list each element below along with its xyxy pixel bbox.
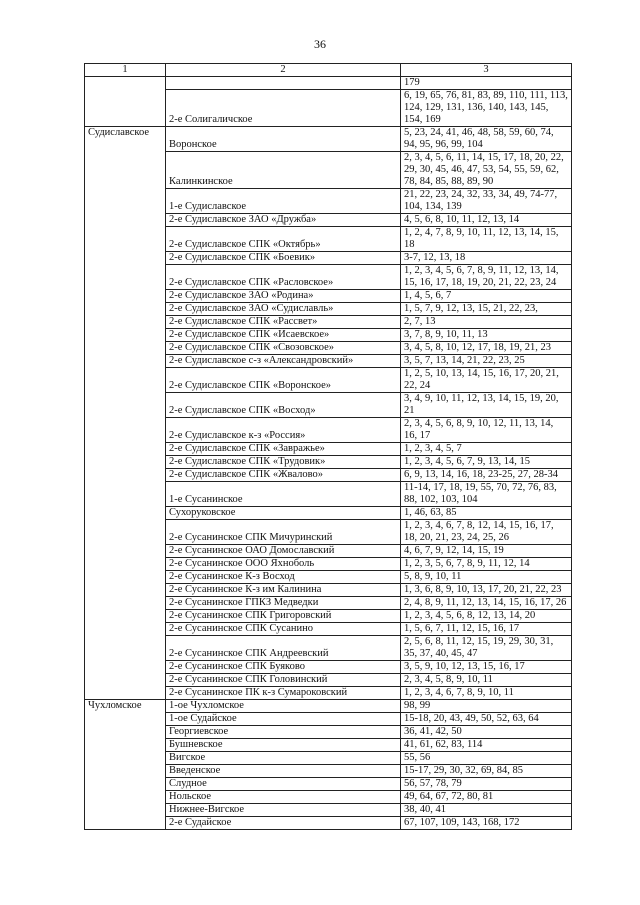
locality-cell: 2-е Сусанинское ПК к-з Сумароковский bbox=[166, 687, 401, 700]
table-row bbox=[85, 127, 572, 152]
registry-table-body bbox=[85, 64, 572, 830]
locality-cell: Воронское bbox=[166, 127, 401, 152]
locality-cell: Георгиевское bbox=[166, 726, 401, 739]
locality-cell: 2-е Судиславское СПК «Боевик» bbox=[166, 252, 401, 265]
locality-cell: Сухоруковское bbox=[166, 507, 401, 520]
registry-table bbox=[84, 63, 572, 830]
numbers-cell: 55, 56 bbox=[401, 752, 572, 765]
numbers-cell: 49, 64, 67, 72, 80, 81 bbox=[401, 791, 572, 804]
numbers-cell: 3, 5, 7, 13, 14, 21, 22, 23, 25 bbox=[401, 355, 572, 368]
locality-cell: 2-е Судиславское СПК «Завражье» bbox=[166, 443, 401, 456]
locality-cell: 2-е Судайское bbox=[166, 817, 401, 830]
numbers-cell: 5, 8, 9, 10, 11 bbox=[401, 571, 572, 584]
numbers-cell: 3, 7, 8, 9, 10, 11, 13 bbox=[401, 329, 572, 342]
numbers-cell: 1, 2, 3, 4, 5, 6, 8, 12, 13, 14, 20 bbox=[401, 610, 572, 623]
numbers-cell: 179 bbox=[401, 77, 572, 90]
locality-cell: 2-е Судиславское к-з «Россия» bbox=[166, 418, 401, 443]
numbers-cell: 2, 3, 4, 5, 6, 11, 14, 15, 17, 18, 20, 22, 29, 30, 45, 46, 47, 53, 54, 55, 59, 62, 78, 84, 85, 88, 89, 90 bbox=[401, 152, 572, 189]
numbers-cell: 4, 6, 7, 9, 12, 14, 15, 19 bbox=[401, 545, 572, 558]
numbers-cell: 1, 5, 7, 9, 12, 13, 15, 21, 22, 23, bbox=[401, 303, 572, 316]
locality-cell: 2-е Сусанинское ООО Яхноболь bbox=[166, 558, 401, 571]
numbers-cell: 21, 22, 23, 24, 32, 33, 34, 49, 74-77, 104, 134, 139 bbox=[401, 189, 572, 214]
numbers-cell: 1, 2, 3, 4, 6, 7, 8, 12, 14, 15, 16, 17, 18, 20, 21, 23, 24, 25, 26 bbox=[401, 520, 572, 545]
numbers-cell: 3, 5, 9, 10, 12, 13, 15, 16, 17 bbox=[401, 661, 572, 674]
numbers-cell: 36, 41, 42, 50 bbox=[401, 726, 572, 739]
numbers-cell: 3, 4, 5, 8, 10, 12, 17, 18, 19, 21, 23 bbox=[401, 342, 572, 355]
locality-cell: Слудное bbox=[166, 778, 401, 791]
locality-cell: 2-е Сусанинское СПК Головинский bbox=[166, 674, 401, 687]
locality-cell: 2-е Сусанинское СПК Андреевский bbox=[166, 636, 401, 661]
column-header-2: 2 bbox=[166, 64, 401, 77]
numbers-cell: 1, 2, 3, 4, 5, 6, 7, 9, 13, 14, 15 bbox=[401, 456, 572, 469]
column-header-3: 3 bbox=[401, 64, 572, 77]
locality-cell: 2-е Судиславское с-з «Александровский» bbox=[166, 355, 401, 368]
locality-cell: 2-е Сусанинское СПК Сусанино bbox=[166, 623, 401, 636]
locality-cell: 2-е Судиславское СПК «Жвалово» bbox=[166, 469, 401, 482]
district-cell: Чухломское bbox=[85, 700, 166, 830]
numbers-cell: 1, 4, 5, 6, 7 bbox=[401, 290, 572, 303]
table-row bbox=[85, 700, 572, 713]
numbers-cell: 56, 57, 78, 79 bbox=[401, 778, 572, 791]
numbers-cell: 1, 46, 63, 85 bbox=[401, 507, 572, 520]
numbers-cell: 6, 19, 65, 76, 81, 83, 89, 110, 111, 113, 124, 129, 131, 136, 140, 143, 145, 154, 169 bbox=[401, 90, 572, 127]
numbers-cell: 2, 7, 13 bbox=[401, 316, 572, 329]
numbers-cell: 1, 5, 6, 7, 11, 12, 15, 16, 17 bbox=[401, 623, 572, 636]
locality-cell: 2-е Судиславское СПК «Восход» bbox=[166, 393, 401, 418]
numbers-cell: 1, 2, 3, 4, 6, 7, 8, 9, 10, 11 bbox=[401, 687, 572, 700]
locality-cell: 2-е Судиславское СПК «Воронское» bbox=[166, 368, 401, 393]
locality-cell: 2-е Сусанинское СПК Буяково bbox=[166, 661, 401, 674]
locality-cell: 2-е Сусанинское К-з им Калинина bbox=[166, 584, 401, 597]
locality-cell: 2-е Судиславское СПК «Октябрь» bbox=[166, 227, 401, 252]
numbers-cell: 6, 9, 13, 14, 16, 18, 23-25, 27, 28-34 bbox=[401, 469, 572, 482]
numbers-cell: 2, 5, 6, 8, 11, 12, 15, 19, 29, 30, 31, 35, 37, 40, 45, 47 bbox=[401, 636, 572, 661]
table-row bbox=[85, 77, 572, 90]
numbers-cell: 5, 23, 24, 41, 46, 48, 58, 59, 60, 74, 94, 95, 96, 99, 104 bbox=[401, 127, 572, 152]
numbers-cell: 41, 61, 62, 83, 114 bbox=[401, 739, 572, 752]
numbers-cell: 67, 107, 109, 143, 168, 172 bbox=[401, 817, 572, 830]
district-cell: Судиславское bbox=[85, 127, 166, 700]
numbers-cell: 11-14, 17, 18, 19, 55, 70, 72, 76, 83, 88, 102, 103, 104 bbox=[401, 482, 572, 507]
district-cell bbox=[85, 77, 166, 127]
numbers-cell: 15-17, 29, 30, 32, 69, 84, 85 bbox=[401, 765, 572, 778]
locality-cell: 2-е Судиславское СПК «Трудовик» bbox=[166, 456, 401, 469]
locality-cell: Нижнее-Вигское bbox=[166, 804, 401, 817]
numbers-cell: 15-18, 20, 43, 49, 50, 52, 63, 64 bbox=[401, 713, 572, 726]
numbers-cell: 1, 2, 3, 5, 6, 7, 8, 9, 11, 12, 14 bbox=[401, 558, 572, 571]
locality-cell: Бушневское bbox=[166, 739, 401, 752]
locality-cell: 2-е Судиславское ЗАО «Судиславль» bbox=[166, 303, 401, 316]
locality-cell: 2-е Судиславское ЗАО «Дружба» bbox=[166, 214, 401, 227]
locality-cell: 2-е Сусанинское ОАО Домославский bbox=[166, 545, 401, 558]
locality-cell: 2-е Сусанинское СПК Мичуринский bbox=[166, 520, 401, 545]
table-header-row bbox=[85, 64, 572, 77]
locality-cell: 2-е Сусанинское СПК Григоровский bbox=[166, 610, 401, 623]
numbers-cell: 3, 4, 9, 10, 11, 12, 13, 14, 15, 19, 20, 21 bbox=[401, 393, 572, 418]
locality-cell: 2-е Сусанинское ГПКЗ Медведки bbox=[166, 597, 401, 610]
locality-cell: 1-ое Судайское bbox=[166, 713, 401, 726]
numbers-cell: 4, 5, 6, 8, 10, 11, 12, 13, 14 bbox=[401, 214, 572, 227]
locality-cell: 2-е Судиславское ЗАО «Родина» bbox=[166, 290, 401, 303]
locality-cell: Калинкинское bbox=[166, 152, 401, 189]
locality-cell: 2-е Солигаличское bbox=[166, 90, 401, 127]
numbers-cell: 2, 4, 8, 9, 11, 12, 13, 14, 15, 16, 17, 26 bbox=[401, 597, 572, 610]
page-number: 36 bbox=[314, 37, 326, 51]
numbers-cell: 38, 40, 41 bbox=[401, 804, 572, 817]
numbers-cell: 3-7, 12, 13, 18 bbox=[401, 252, 572, 265]
numbers-cell: 2, 3, 4, 5, 6, 8, 9, 10, 12, 11, 13, 14, 16, 17 bbox=[401, 418, 572, 443]
numbers-cell: 1, 2, 3, 4, 5, 6, 7, 8, 9, 11, 12, 13, 14, 15, 16, 17, 18, 19, 20, 21, 22, 23, 24 bbox=[401, 265, 572, 290]
numbers-cell: 2, 3, 4, 5, 8, 9, 10, 11 bbox=[401, 674, 572, 687]
locality-cell: Введенское bbox=[166, 765, 401, 778]
column-header-1: 1 bbox=[85, 64, 166, 77]
numbers-cell: 1, 2, 5, 10, 13, 14, 15, 16, 17, 20, 21, 22, 24 bbox=[401, 368, 572, 393]
numbers-cell: 98, 99 bbox=[401, 700, 572, 713]
numbers-cell: 1, 2, 3, 4, 5, 7 bbox=[401, 443, 572, 456]
locality-cell: 2-е Судиславское СПК «Свозовское» bbox=[166, 342, 401, 355]
locality-cell: 2-е Судиславское СПК «Исаевское» bbox=[166, 329, 401, 342]
locality-cell: 1-е Сусанинское bbox=[166, 482, 401, 507]
locality-cell: Вигское bbox=[166, 752, 401, 765]
locality-cell: Нольское bbox=[166, 791, 401, 804]
locality-cell bbox=[166, 77, 401, 90]
locality-cell: 2-е Сусанинское К-з Восход bbox=[166, 571, 401, 584]
locality-cell: 2-е Судиславское СПК «Расловское» bbox=[166, 265, 401, 290]
locality-cell: 1-ое Чухломское bbox=[166, 700, 401, 713]
locality-cell: 1-е Судиславское bbox=[166, 189, 401, 214]
numbers-cell: 1, 2, 4, 7, 8, 9, 10, 11, 12, 13, 14, 15, 18 bbox=[401, 227, 572, 252]
numbers-cell: 1, 3, 6, 8, 9, 10, 13, 17, 20, 21, 22, 23 bbox=[401, 584, 572, 597]
locality-cell: 2-е Судиславское СПК «Рассвет» bbox=[166, 316, 401, 329]
